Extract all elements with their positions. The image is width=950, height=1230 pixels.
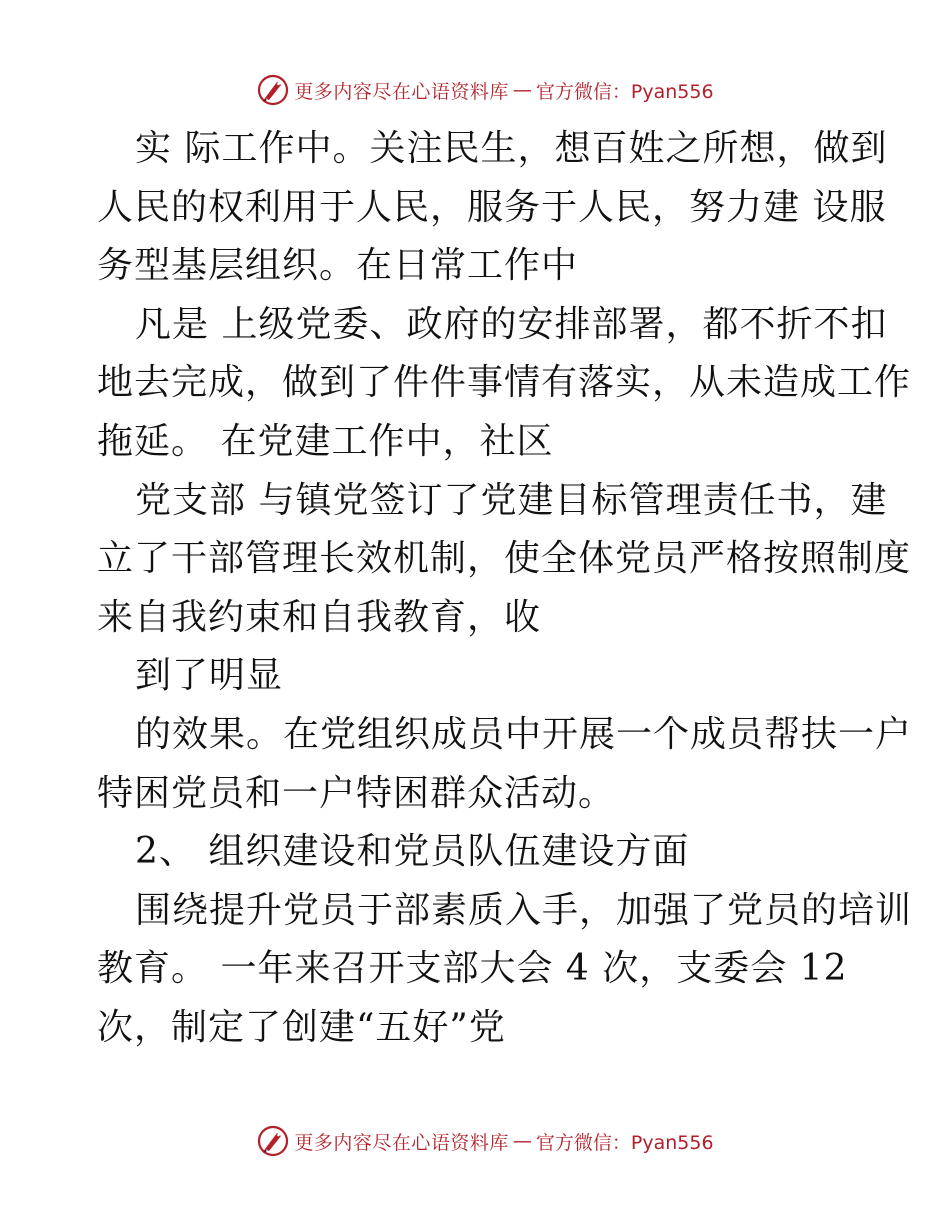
pen-quill-logo [256,1124,290,1158]
body-line: 特困党员和一户特困群众活动。 [97,772,616,814]
wechat-contact-text: 官方微信：Pyan556 [535,80,714,103]
footer-banner [0,1121,950,1161]
body-line: 到了明显 [135,655,284,697]
section-heading: 2、 组织建设和党员队伍建设方面 [135,831,690,873]
body-line: 党支部 与镇党签订了党建目标管理责任书，建 [135,479,888,521]
body-line: 地去完成，做到了件件事情有落实，从未造成工作 [97,362,912,404]
body-line: 人民的权利用于人民，服务于人民，努力建 设服 [97,186,887,228]
footer-banner-content [236,1124,713,1158]
body-line: 次，制定了创建“五好”党 [97,1006,506,1048]
header-banner-content [236,73,713,107]
banner-separator: — [512,1130,532,1152]
body-line: 教育。 一年来召开支部大会 4 次，支委会 12 [97,948,848,990]
site-name-text: 更多内容尽在心语资料库 [294,1131,509,1154]
document-body [97,120,913,1058]
body-line: 拖延。 在党建工作中，社区 [97,420,554,462]
body-line: 务型基层组织。在日常工作中 [97,245,579,287]
body-line: 围绕提升党员于部素质入手，加强了党员的培训 [135,889,913,931]
body-line: 来自我约束和自我教育，收 [97,596,542,638]
pen-quill-logo [256,73,290,107]
site-name-text: 更多内容尽在心语资料库 [294,80,509,103]
body-line: 凡是 上级党委、政府的安排部署，都不折不扣 [135,303,888,345]
banner-separator: — [512,79,532,101]
body-line: 立了干部管理长效机制，使全体党员严格按照制度 [97,538,912,580]
body-line: 实 际工作中。关注民生，想百姓之所想，做到 [135,128,888,169]
body-line: 的效果。在党组织成员中开展一个成员帮扶一户 [135,713,913,755]
header-banner [0,70,950,110]
wechat-contact-text: 官方微信：Pyan556 [535,1131,714,1154]
